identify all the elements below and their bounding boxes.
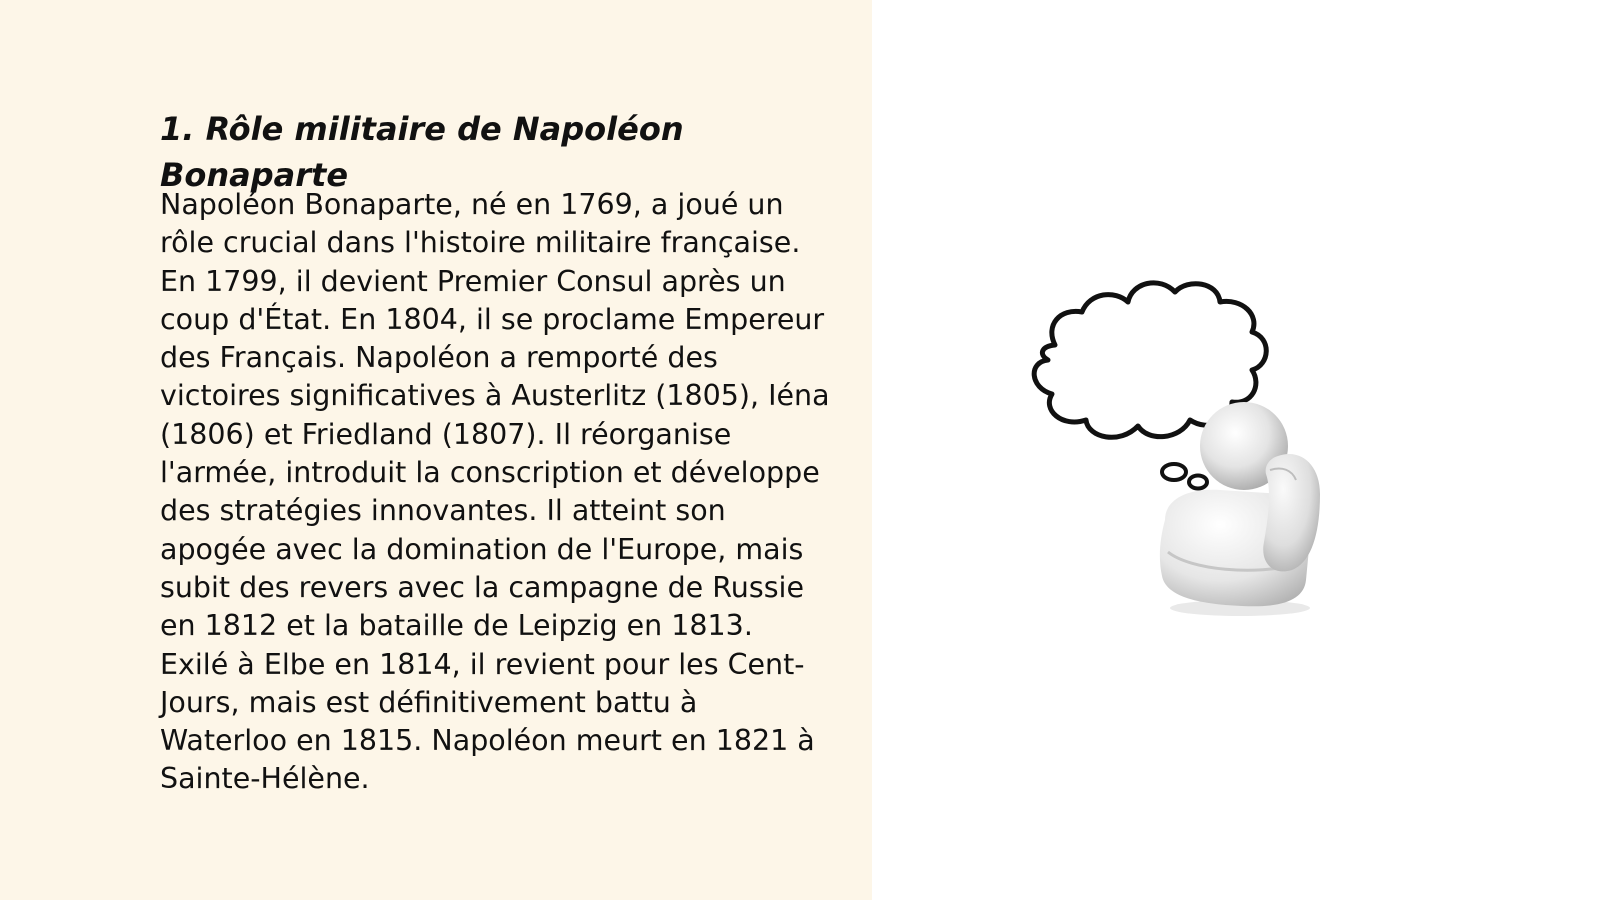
person-figure-icon bbox=[1160, 402, 1320, 616]
slide-title: 1. Rôle militaire de Napoléon Bonaparte bbox=[160, 110, 684, 194]
thinking-person-icon bbox=[1020, 270, 1360, 620]
slide-body-text: Napoléon Bonaparte, né en 1769, a joué un rôle crucial dans l'histoire militaire française. En 1799, il devient Premier Consul après un coup d'État. En 1804, il se proclame Empereur des Français. Napoléon a remporté des victoires significatives à Austerlitz (1805), Iéna (1806) et Friedland (1807). Il réorganise l'armée, introduit la conscription et développe des stratégies innovantes. Il atteint son apogée avec la domination de l'Europe, mais subit des revers avec la campagne de Russie en 1812 et la bataille de Leipzig en 1813. Exilé à Elbe en 1814, il revient pour les Cent-Jours, mais est définitivement battu à Waterloo en 1815. Napoléon meurt en 1821 à Sainte-Hélène. bbox=[160, 188, 830, 796]
